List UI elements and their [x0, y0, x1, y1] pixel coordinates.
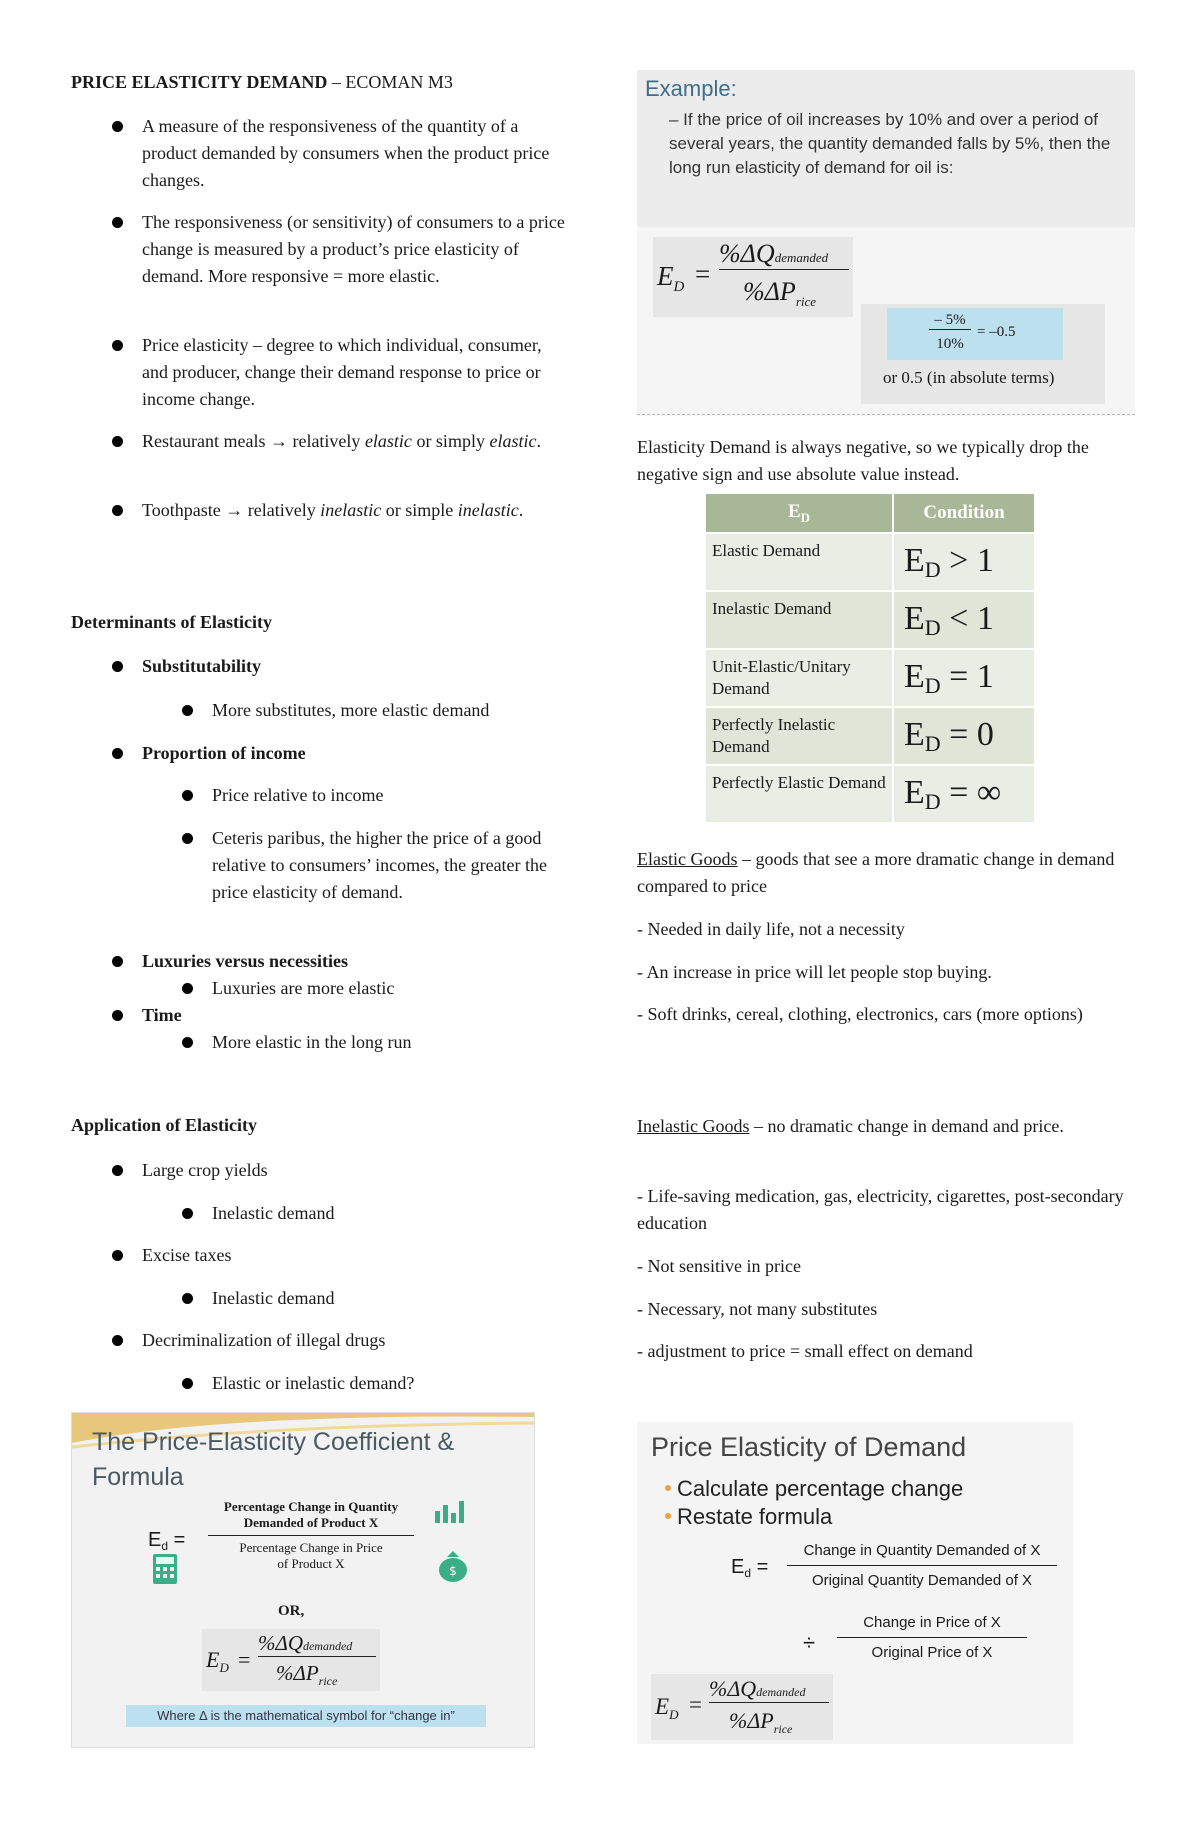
header-ed: $E_D$ — [705, 493, 893, 533]
coefficient-slide-title: The Price-Elasticity Coefficient & Formula — [92, 1428, 455, 1491]
ped-bullet-1: Calculate percentage change — [677, 1476, 963, 1502]
determinants-heading: Determinants of Elasticity — [71, 612, 272, 632]
excise-bullet: Excise taxes — [142, 1242, 231, 1269]
application-heading: Application of Elasticity — [71, 1115, 258, 1135]
table-header-row — [705, 493, 1035, 533]
elastic-point-2: - An increase in price will let people stop buying. — [637, 962, 992, 982]
restaurant-bullet: Restaurant meals → relatively elastic or simply elastic. — [142, 428, 572, 455]
coef-or: OR, — [278, 1603, 305, 1619]
inelastic-point-1: - Life-saving medication, gas, electricity, cigarettes, post-secondary education — [637, 1186, 1124, 1233]
table-row: Perfectly Elastic Demand $E_D$ = ∞ — [705, 765, 1035, 823]
table-row: Elastic Demand $E_D > 1$ — [705, 533, 1035, 591]
crop-bullet: Large crop yields — [142, 1157, 268, 1184]
proportion-bullet: Proportion of income — [142, 740, 306, 767]
excise-sub: Inelastic demand — [212, 1285, 334, 1312]
calculator-icon — [152, 1553, 178, 1585]
intro-bullet-3: Price elasticity – degree to which individual, consumer, and producer, change their demand response to price or income change. — [142, 332, 552, 413]
inelastic-point-4: - adjustment to price = small effect on demand — [637, 1341, 973, 1361]
inelastic-point-3: - Necessary, not many substitutes — [637, 1299, 878, 1319]
example-heading: Example: — [645, 76, 737, 101]
toothpaste-bullet: Toothpaste → relatively inelastic or simple inelastic. — [142, 497, 572, 524]
intro-bullet-2: The responsiveness (or sensitivity) of consumers to a price change is measured by a product’s price elasticity of demand. More responsive = more elastic. — [142, 209, 572, 290]
svg-text:$: $ — [449, 1564, 457, 1578]
coef-note: Where Δ is the mathematical symbol for “change in” — [126, 1705, 486, 1727]
coef-fraction: Percentage Change in Quantity Demanded of Product X Percentage Change in Price of Product X — [208, 1499, 414, 1572]
inelastic-goods-def: Inelastic Goods – no dramatic change in demand and price. — [637, 1116, 1064, 1136]
table-row: Unit-Elastic/Unitary Demand $E_D = 1$ — [705, 649, 1035, 707]
bar-chart-icon — [433, 1499, 469, 1525]
ped-slide-title: Price Elasticity of Demand — [651, 1432, 967, 1462]
elastic-point-1: - Needed in daily life, not a necessity — [637, 919, 905, 939]
table-row: Inelastic Demand $E_D < 1$ — [705, 591, 1035, 649]
ped-divide: ÷ — [803, 1630, 816, 1655]
header-condition: Condition — [893, 493, 1035, 533]
proportion-sub-2: Ceteris paribus, the higher the price of a good relative to consumers’ incomes, the greater the price elasticity of demand. — [212, 825, 572, 906]
ped-slide-image — [637, 1422, 1073, 1744]
page-title: PRICE ELASTICITY DEMAND – ECOMAN M3 — [71, 72, 453, 92]
elasticity-table — [704, 492, 1036, 824]
money-bag-icon — [437, 1548, 469, 1582]
elastic-point-3: - Soft drinks, cereal, clothing, electronics, cars (more options) — [637, 1004, 1083, 1024]
crop-sub: Inelastic demand — [212, 1200, 334, 1227]
luxuries-sub: Luxuries are more elastic — [212, 975, 394, 1002]
elasticity-note: Elasticity Demand is always negative, so we typically drop the negative sign and use absolute value instead. — [637, 437, 1089, 484]
time-bullet: Time — [142, 1002, 182, 1029]
example-text: – If the price of oil increases by 10% and over a period of several years, the quantity demanded falls by 5%, then the long run elasticity of demand for oil is: — [669, 110, 1111, 177]
example-slide-image — [637, 70, 1135, 416]
substitutability-sub: More substitutes, more elastic demand — [212, 697, 489, 724]
example-calc-box: – 5% 10% = –0.5 or 0.5 (in absolute terms) — [861, 304, 1105, 404]
intro-bullet-1: A measure of the responsiveness of the quantity of a product demanded by consumers when the product price changes. — [142, 113, 572, 194]
time-sub: More elastic in the long run — [212, 1029, 411, 1056]
ped-fraction-1: Change in Quantity Demanded of X Original Quantity Demanded of X — [787, 1542, 1057, 1589]
table-row: Perfectly Inelastic Demand $E_D = 0$ — [705, 707, 1035, 765]
inelastic-point-2: - Not sensitive in price — [637, 1256, 801, 1276]
elastic-goods-def: Elastic Goods – goods that see a more dramatic change in demand compared to price — [637, 849, 1115, 896]
substitutability-bullet: Substitutability — [142, 653, 261, 680]
ped-ed-label: $E_d$ = — [731, 1556, 769, 1580]
luxuries-bullet: Luxuries versus necessities — [142, 948, 348, 975]
drugs-sub: Elastic or inelastic demand? — [212, 1370, 414, 1397]
ped-fraction-2: Change in Price of X Original Price of X — [837, 1614, 1027, 1661]
coefficient-slide-image — [71, 1412, 535, 1748]
coef-ed-label: $E_d$ = — [148, 1529, 186, 1553]
drugs-bullet: Decriminalization of illegal drugs — [142, 1327, 385, 1354]
ped-bullet-2: Restate formula — [677, 1504, 832, 1530]
proportion-sub-1: Price relative to income — [212, 782, 383, 809]
coef-ed-formula: $E_D$ = %ΔQdemanded $\%\Delta P_{rice}$ — [202, 1629, 380, 1691]
ped-ed-formula: $E_D$ = %ΔQdemanded $\%\Delta P_{rice}$ — [651, 1674, 833, 1740]
example-ed-formula: $E_D$ = %ΔQdemanded $\%\Delta P_{rice}$ — [653, 237, 853, 317]
